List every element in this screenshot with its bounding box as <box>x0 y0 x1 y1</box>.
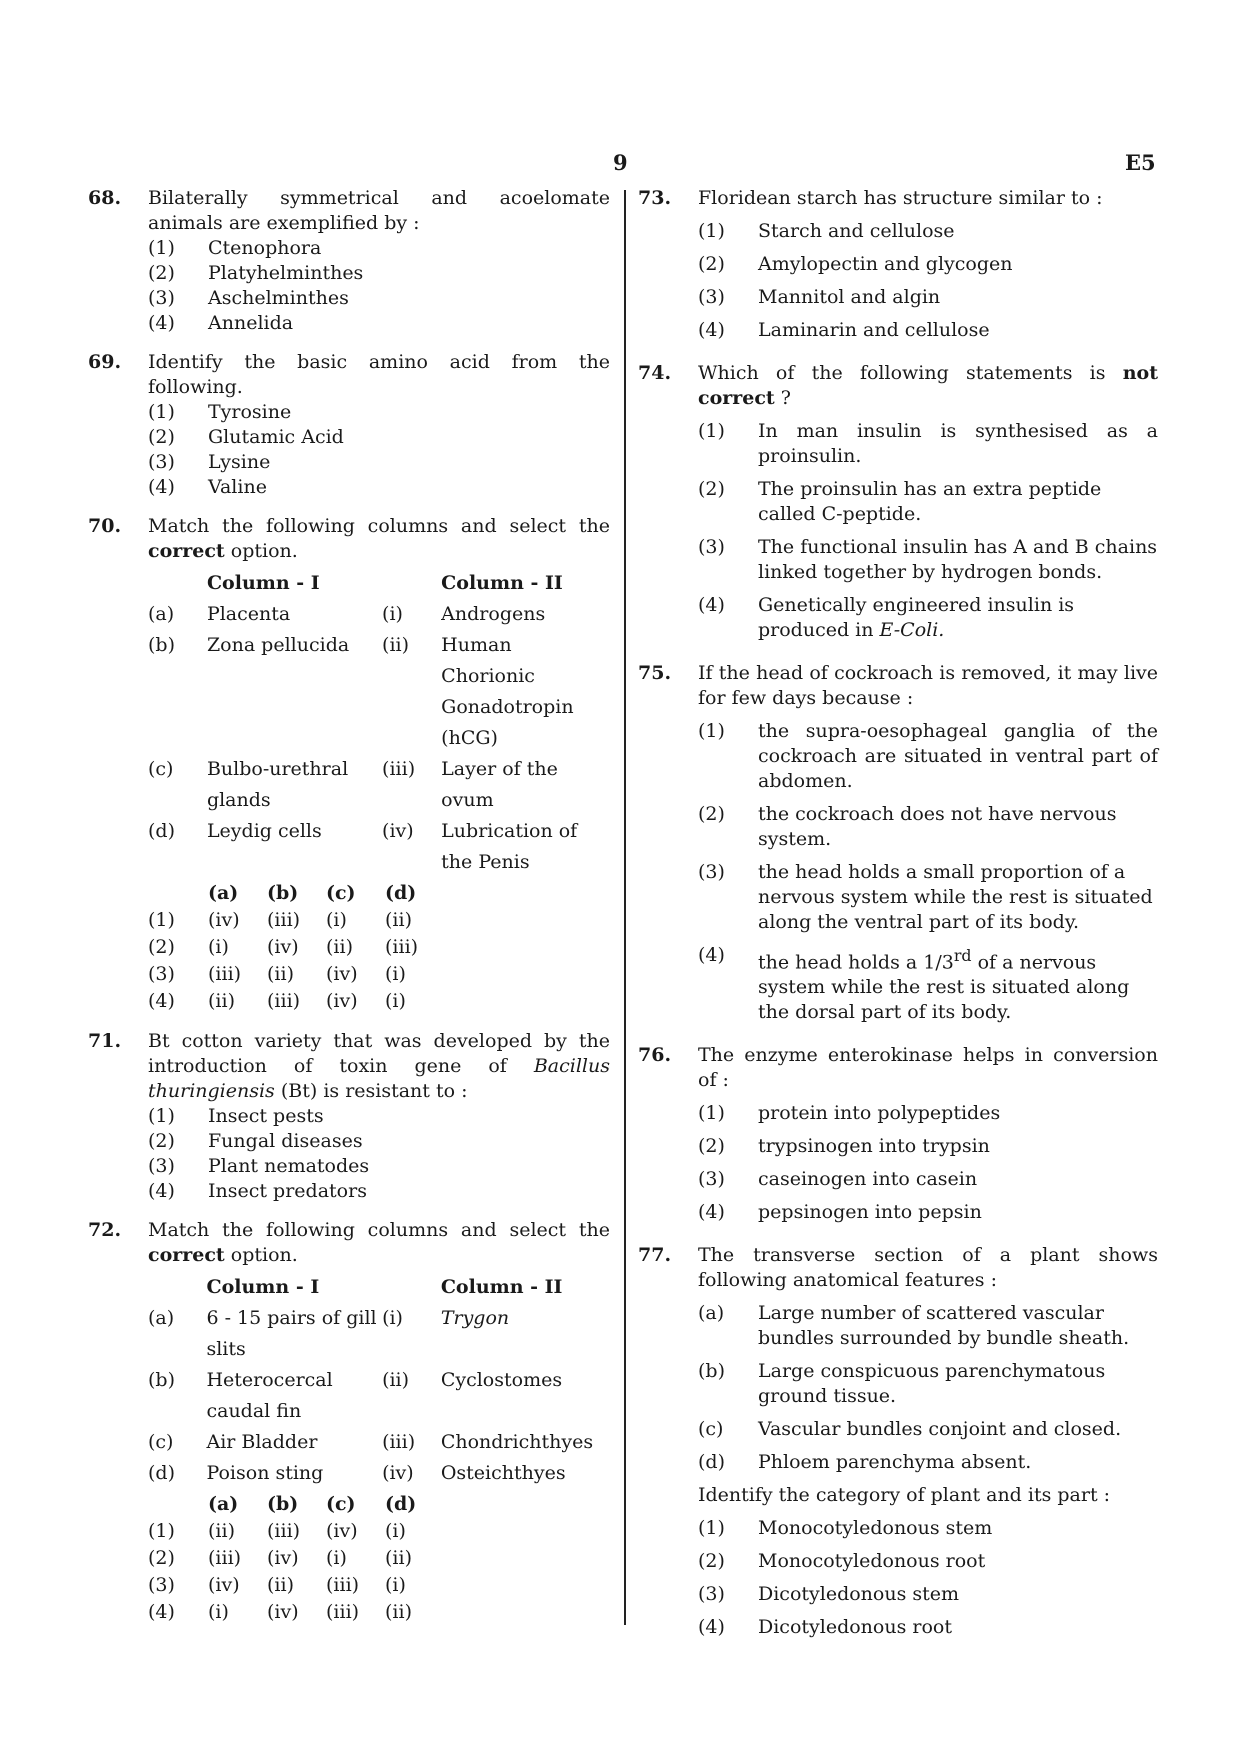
question-text <box>148 1218 610 1268</box>
option[interactable] <box>698 1582 1158 1607</box>
option[interactable] <box>148 261 610 286</box>
option-number: (4) <box>698 594 725 616</box>
option-number: (1) <box>698 420 725 442</box>
option[interactable] <box>698 285 1158 310</box>
answer-cell: (iv) <box>208 1574 240 1596</box>
emphasis: correct <box>148 1244 225 1266</box>
options <box>698 1516 1158 1640</box>
match-row <box>148 1458 610 1489</box>
option[interactable] <box>148 286 610 311</box>
option-number: (2) <box>148 936 175 958</box>
option[interactable] <box>698 477 1158 527</box>
feature-label: (a) <box>698 1302 725 1325</box>
option-text: Valine <box>208 476 267 498</box>
option[interactable] <box>148 1518 444 1545</box>
option-number: (1) <box>148 1105 175 1127</box>
row-label: (iii) <box>382 1431 416 1453</box>
column-1-header: Column - I <box>206 1276 320 1298</box>
text-part: option. <box>230 1244 298 1266</box>
answer-cell: (iv) <box>267 936 299 958</box>
option-number: (2) <box>148 1130 175 1152</box>
option-number: (2) <box>148 262 175 284</box>
option-text: Monocotyledonous root <box>758 1550 986 1573</box>
option-text: Starch and cellulose <box>758 220 955 242</box>
option[interactable] <box>698 535 1158 585</box>
question-text <box>698 361 1158 411</box>
option-number: (4) <box>148 1180 175 1202</box>
options <box>698 719 1158 1025</box>
emphasis: correct <box>148 540 225 562</box>
column-2-item: Layer of the ovum <box>441 758 558 811</box>
option-number: (4) <box>698 1616 725 1639</box>
text-part: Which of the following statements is <box>698 362 1106 384</box>
option-text: Platyhelminthes <box>208 262 364 284</box>
row-label: (a) <box>148 1307 175 1329</box>
answer-header: (c) <box>326 882 356 904</box>
column-2-header: Column - II <box>441 572 563 594</box>
option-number: (3) <box>148 451 175 473</box>
organism-name: E-Coli. <box>879 619 945 641</box>
row-label: (ii) <box>382 1369 410 1391</box>
option-text: Dicotyledonous root <box>758 1616 952 1639</box>
answer-cell: (iii) <box>267 1520 301 1542</box>
row-label: (iii) <box>382 758 416 780</box>
option[interactable] <box>148 988 444 1015</box>
option[interactable] <box>698 593 1158 643</box>
row-label: (c) <box>148 1431 174 1453</box>
emphasis: not correct <box>698 362 1158 409</box>
option-text: Monocotyledonous stem <box>758 1517 993 1540</box>
option-number: (2) <box>148 1547 175 1569</box>
option-number: (4) <box>148 1601 175 1623</box>
question-75 <box>638 661 1158 1025</box>
answer-cell: (iii) <box>208 1547 242 1569</box>
feature <box>698 1359 1158 1409</box>
option-number: (3) <box>148 1574 175 1596</box>
feature-text: Large number of scattered vascular bundles surrounded by bundle sheath. <box>758 1302 1130 1350</box>
feature-label: (b) <box>698 1360 725 1383</box>
option[interactable] <box>148 1545 444 1572</box>
option[interactable] <box>698 219 1158 244</box>
page-number: 9 <box>613 150 628 175</box>
text-part: Bt cotton variety that was developed by the introduction of toxin gene of <box>148 1030 610 1077</box>
answer-cell: (ii) <box>326 936 353 958</box>
column-1-item: 6 - 15 pairs of gill slits <box>206 1307 377 1360</box>
row-label: (b) <box>148 634 175 656</box>
answer-cell: (iii) <box>208 963 242 985</box>
question-number: 74. <box>638 362 672 384</box>
column-2-item: Chondrichthyes <box>440 1431 594 1453</box>
question-69 <box>88 350 610 500</box>
feature <box>698 1301 1158 1351</box>
option[interactable] <box>148 311 610 336</box>
option-text: Mannitol and algin <box>758 286 941 308</box>
answer-cell: (iv) <box>326 1520 358 1542</box>
option[interactable] <box>698 860 1158 935</box>
question-76 <box>638 1043 1158 1225</box>
column-1-item: Leydig cells <box>206 820 322 842</box>
match-row <box>148 754 610 816</box>
question-number: 73. <box>638 187 672 209</box>
feature-label: (d) <box>698 1451 725 1474</box>
option-number: (1) <box>148 909 175 931</box>
answer-cell: (i) <box>208 936 229 958</box>
column-1-item: Placenta <box>206 603 291 625</box>
option-number: (1) <box>698 220 725 242</box>
option[interactable] <box>148 934 444 961</box>
options <box>148 1104 610 1204</box>
feature-text: Vascular bundles conjoint and closed. <box>758 1418 1122 1441</box>
answer-cell: (i) <box>385 1574 406 1596</box>
question-73 <box>638 186 1158 343</box>
column-divider <box>624 190 626 1625</box>
options <box>698 1101 1158 1225</box>
option-text: Insect predators <box>208 1180 367 1202</box>
question-number: 69. <box>88 351 122 373</box>
left-column <box>88 186 610 1640</box>
option-number: (4) <box>698 944 725 966</box>
options <box>698 219 1158 343</box>
row-label: (d) <box>148 820 175 842</box>
column-1-header: Column - I <box>206 572 320 594</box>
question-number: 68. <box>88 187 122 209</box>
option-number: (4) <box>148 312 175 334</box>
species-name: Bacillus thuringiensis <box>148 1055 610 1102</box>
answer-cell: (iv) <box>267 1601 299 1623</box>
option-number: (1) <box>148 401 175 423</box>
option-number: (3) <box>698 861 725 883</box>
text-part: ? <box>780 387 791 409</box>
feature-text: Large conspicuous parenchymatous ground tissue. <box>758 1360 1106 1408</box>
option[interactable] <box>148 400 610 425</box>
option-text: the head holds a small proportion of a nervous system while the rest is situated along the ventral part of its body. <box>758 861 1153 933</box>
option[interactable] <box>148 1572 444 1599</box>
answer-cell: (iv) <box>326 990 358 1012</box>
answer-cell: (i) <box>385 963 406 985</box>
column-2-item <box>441 1303 610 1365</box>
option-number: (1) <box>698 1517 725 1540</box>
answer-cell: (iii) <box>267 990 301 1012</box>
option-number: (3) <box>148 1155 175 1177</box>
answer-cell: (i) <box>385 1520 406 1542</box>
row-label: (a) <box>148 603 175 625</box>
option-text: Laminarin and cellulose <box>758 319 990 341</box>
option-number: (2) <box>148 426 175 448</box>
answer-cell: (iii) <box>385 936 419 958</box>
option-number: (1) <box>698 720 725 742</box>
option-number: (4) <box>148 476 175 498</box>
question-number: 72. <box>88 1219 122 1241</box>
column-1-item: Air Bladder <box>206 1431 318 1453</box>
answer-header: (b) <box>267 1493 299 1515</box>
option-number: (2) <box>698 253 725 275</box>
row-label: (i) <box>382 603 403 625</box>
answer-header: (a) <box>208 1493 239 1515</box>
question-number: 71. <box>88 1030 122 1052</box>
answer-cell: (ii) <box>385 909 412 931</box>
option-text: Plant nematodes <box>208 1155 370 1177</box>
option[interactable] <box>148 450 610 475</box>
match-row <box>148 599 610 630</box>
option-number: (4) <box>698 319 725 341</box>
text-part: of a nervous system while the rest is situated along the dorsal part of its body. <box>758 951 1130 1024</box>
option-number: (3) <box>698 286 725 308</box>
answer-cell: (ii) <box>208 990 235 1012</box>
question-71 <box>88 1029 610 1204</box>
feature <box>698 1450 1158 1475</box>
option-text: Annelida <box>208 312 294 334</box>
text-part: (Bt) is resistant to : <box>280 1080 468 1102</box>
question-text: The transverse section of a plant shows following anatomical features : <box>698 1244 1158 1292</box>
answer-cell: (ii) <box>208 1520 235 1542</box>
features <box>698 1301 1158 1475</box>
question-number: 70. <box>88 515 122 537</box>
column-1-item: Poison sting <box>206 1462 324 1484</box>
option[interactable] <box>698 1549 1158 1574</box>
column-2-item: Human Chorionic Gonadotropin (hCG) <box>441 634 574 749</box>
text-part: option. <box>230 540 298 562</box>
row-label: (iv) <box>382 1462 414 1484</box>
answer-cell: (i) <box>326 1547 347 1569</box>
option-text: caseinogen into casein <box>758 1168 978 1191</box>
option-number: (3) <box>698 1583 725 1606</box>
option[interactable] <box>148 907 444 934</box>
match-table <box>148 568 610 878</box>
feature-text: Phloem parenchyma absent. <box>758 1451 1032 1474</box>
superscript: rd <box>953 946 972 965</box>
answer-cell: (i) <box>326 909 347 931</box>
question-77 <box>638 1243 1158 1640</box>
option-number: (4) <box>698 1201 725 1224</box>
question-text <box>148 1029 610 1104</box>
row-label: (ii) <box>382 634 410 656</box>
option-text: Ctenophora <box>208 237 322 259</box>
option[interactable] <box>698 1615 1158 1640</box>
match-row <box>148 1427 610 1458</box>
answer-cell: (ii) <box>385 1547 412 1569</box>
question-text: Bilaterally symmetrical and acoelomate animals are exemplified by : <box>148 187 610 234</box>
answer-cell: (iv) <box>267 1547 299 1569</box>
option-number: (2) <box>698 478 725 500</box>
answer-cell: (ii) <box>385 1601 412 1623</box>
option[interactable] <box>148 425 610 450</box>
options <box>148 400 610 500</box>
option-number: (3) <box>698 536 725 558</box>
row-label: (b) <box>148 1369 175 1391</box>
option-text: Aschelminthes <box>208 287 349 309</box>
option[interactable] <box>698 943 1158 1025</box>
option-text <box>758 943 1158 1025</box>
column-2-item: Androgens <box>441 603 546 625</box>
question-number: 75. <box>638 662 672 684</box>
column-1-item: Heterocercal caudal fin <box>206 1369 333 1422</box>
options <box>148 236 610 336</box>
question-72 <box>88 1218 610 1626</box>
option-text: Glutamic Acid <box>208 426 344 448</box>
option[interactable] <box>698 1167 1158 1192</box>
option-text: pepsinogen into pepsin <box>758 1201 982 1224</box>
option[interactable] <box>698 1101 1158 1126</box>
option-text: In man insulin is synthesised as a proinsulin. <box>758 420 1158 467</box>
answer-header: (b) <box>267 882 299 904</box>
option-text: protein into polypeptides <box>758 1102 1001 1125</box>
option[interactable] <box>148 1129 610 1154</box>
option-text: Lysine <box>208 451 271 473</box>
option-number: (2) <box>698 1550 725 1573</box>
option-number: (1) <box>148 1520 175 1542</box>
paper-code: E5 <box>1125 150 1156 175</box>
column-2-header: Column - II <box>440 1276 563 1298</box>
feature <box>698 1417 1158 1442</box>
option[interactable] <box>148 1154 610 1179</box>
question-text: Identify the basic amino acid from the following. <box>148 351 610 398</box>
options <box>698 419 1158 643</box>
text-part: Match the following columns and select the <box>148 515 610 537</box>
option[interactable] <box>148 1599 444 1626</box>
question-text <box>148 514 610 564</box>
question-text: The enzyme enterokinase helps in conversion of : <box>698 1044 1158 1092</box>
answer-cell: (i) <box>208 1601 229 1623</box>
text-part: the head holds a 1/3 <box>758 951 954 974</box>
answer-header: (c) <box>326 1493 356 1515</box>
column-1-item: Zona pellucida <box>206 634 350 656</box>
option-number: (1) <box>698 1102 725 1125</box>
question-text: Floridean starch has structure similar to : <box>698 187 1103 209</box>
column-2-item: Cyclostomes <box>440 1369 563 1391</box>
answer-cell: (i) <box>385 990 406 1012</box>
option-number: (3) <box>148 963 175 985</box>
question-68 <box>88 186 610 336</box>
option-number: (2) <box>698 1135 725 1158</box>
answer-header: (a) <box>208 882 239 904</box>
question-70 <box>88 514 610 1015</box>
right-column <box>638 186 1158 1654</box>
column-1-item: Bulbo-urethral glands <box>206 758 349 811</box>
column-2-item: Osteichthyes <box>440 1462 566 1484</box>
feature-label: (c) <box>698 1418 724 1441</box>
question-number: 77. <box>638 1244 672 1267</box>
option[interactable] <box>698 318 1158 343</box>
text-part: Match the following columns and select the <box>148 1219 610 1241</box>
option-text: Amylopectin and glycogen <box>758 253 1013 275</box>
row-label: (c) <box>148 758 174 780</box>
option[interactable] <box>698 252 1158 277</box>
option-text <box>758 593 1158 643</box>
option-number: (3) <box>698 1168 725 1191</box>
answer-cell: (ii) <box>267 963 294 985</box>
answer-cell: (iv) <box>208 909 240 931</box>
option-number: (1) <box>148 237 175 259</box>
row-label: (iv) <box>382 820 414 842</box>
match-row <box>148 816 610 878</box>
option[interactable] <box>148 1179 610 1204</box>
option-text: the supra-oesophageal ganglia of the cockroach are situated in ventral part of abdomen. <box>758 720 1158 792</box>
answer-options <box>148 880 444 1015</box>
option-text: Tyrosine <box>208 401 292 423</box>
option-text: Fungal diseases <box>208 1130 363 1152</box>
option-number: (4) <box>148 990 175 1012</box>
answer-cell: (ii) <box>267 1574 294 1596</box>
answer-cell: (iii) <box>267 909 301 931</box>
option-text: The proinsulin has an extra peptide called C-peptide. <box>758 478 1102 525</box>
option[interactable] <box>698 1516 1158 1541</box>
option[interactable] <box>698 419 1158 469</box>
answer-cell: (iii) <box>326 1574 360 1596</box>
question-74 <box>638 361 1158 643</box>
row-label: (d) <box>148 1462 175 1484</box>
answer-header: (d) <box>385 1493 417 1515</box>
option-text: The functional insulin has A and B chains linked together by hydrogen bonds. <box>758 536 1158 583</box>
match-row <box>148 630 610 754</box>
option[interactable] <box>698 1200 1158 1225</box>
column-2-item: Lubrication of the Penis <box>441 820 578 873</box>
answer-cell: (iv) <box>326 963 358 985</box>
option[interactable] <box>698 719 1158 794</box>
option-number: (3) <box>148 287 175 309</box>
option[interactable] <box>148 236 610 261</box>
question-number: 76. <box>638 1044 672 1067</box>
option[interactable] <box>148 475 610 500</box>
question-prompt: Identify the category of plant and its part : <box>698 1484 1111 1507</box>
option[interactable] <box>148 1104 610 1129</box>
option-text: trypsinogen into trypsin <box>758 1135 990 1158</box>
match-row <box>148 1365 610 1427</box>
text-part: Genetically engineered insulin is produced in <box>758 594 1075 641</box>
answer-cell: (iii) <box>326 1601 360 1623</box>
option-text: the cockroach does not have nervous system. <box>758 803 1117 850</box>
answer-header: (d) <box>385 882 417 904</box>
genus-name: Trygon <box>440 1307 510 1329</box>
option[interactable] <box>148 961 444 988</box>
answer-options <box>148 1491 444 1626</box>
row-label: (i) <box>382 1307 403 1329</box>
option[interactable] <box>698 1134 1158 1159</box>
option-text: Dicotyledonous stem <box>758 1583 960 1606</box>
match-row <box>148 1303 610 1365</box>
option[interactable] <box>698 802 1158 852</box>
match-table <box>148 1272 610 1489</box>
option-text: Insect pests <box>208 1105 324 1127</box>
option-number: (2) <box>698 803 725 825</box>
question-text: If the head of cockroach is removed, it may live for few days because : <box>698 662 1158 709</box>
